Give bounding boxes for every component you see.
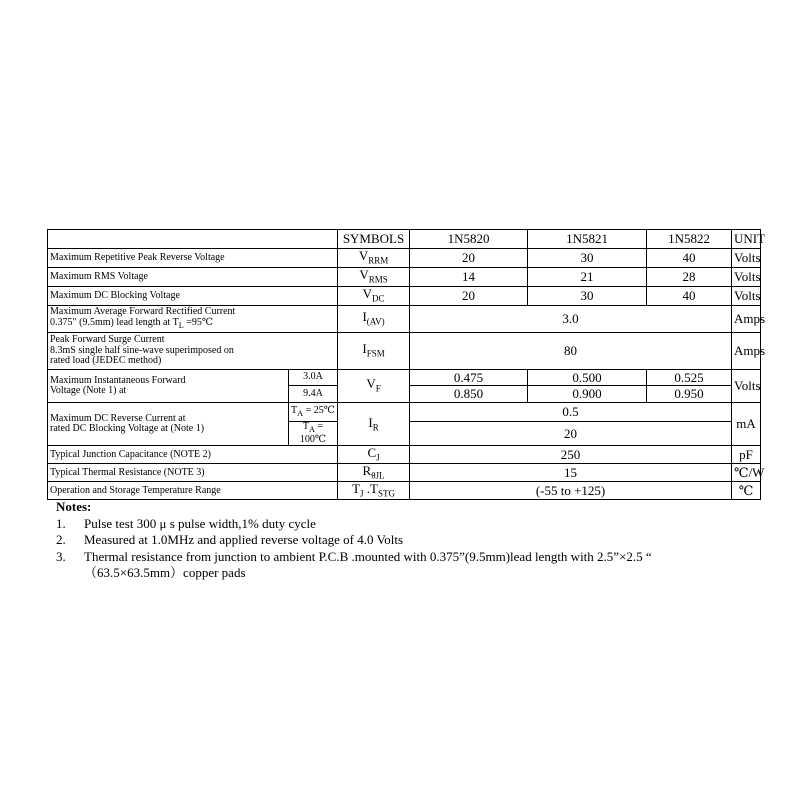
row-vdc: [48, 287, 761, 306]
param-label: Maximum Average Forward Rectified Current 0.375″ (9.5mm) lead length at $T_L$ =95℃: [48, 306, 338, 333]
unit: Amps: [732, 333, 761, 370]
value-1n5821: 0.500: [528, 370, 647, 386]
unit: ℃/W: [732, 464, 761, 482]
symbol: $I_R$: [338, 403, 410, 446]
row-ir-a: [48, 403, 761, 422]
param-label: Maximum DC Reverse Current at rated DC Blocking Voltage at (Note 1): [48, 403, 289, 446]
unit: ℃: [732, 482, 761, 500]
row-iav: [48, 306, 761, 333]
note-text: Measured at 1.0MHz and applied reverse voltage of 4.0 Volts: [84, 532, 404, 548]
value-1n5820: 14: [410, 268, 528, 287]
notes-list: [56, 516, 756, 582]
param-label: Peak Forward Surge Current 8.3mS single half sine-wave superimposed on rated load (JEDEC method): [48, 333, 338, 370]
note-text: Thermal resistance from junction to ambient P.C.B .mounted with 0.375”(9.5mm)lead length with 2.5”×2.5 “: [84, 548, 652, 564]
param-label: Maximum DC Blocking Voltage: [48, 287, 338, 306]
value-all: 250: [410, 446, 732, 464]
row-vrrm: [48, 249, 761, 268]
header-symbols: SYMBOLS: [338, 230, 410, 249]
value-1n5822: 0.950: [647, 386, 732, 403]
note-item: [56, 532, 756, 549]
param-label: Operation and Storage Temperature Range: [48, 482, 338, 500]
symbol: $I_{FSM}$: [338, 333, 410, 370]
header-unit: UNIT: [732, 230, 761, 249]
note-number: 2.: [56, 532, 66, 548]
header-1n5822: 1N5822: [647, 230, 732, 249]
note-text-continued: （63.5×63.5mm）copper pads: [84, 565, 246, 581]
symbol: $R_{\theta JL}$: [338, 464, 410, 482]
value-1n5821: 0.900: [528, 386, 647, 403]
symbol: $T_J$ $.T_{STG}$: [338, 482, 410, 500]
row-cj: [48, 446, 761, 464]
symbol: $V_{RRM}$: [338, 249, 410, 268]
symbol: $V_F$: [338, 370, 410, 403]
value-1n5822: 0.525: [647, 370, 732, 386]
note-item: [56, 549, 756, 582]
condition-9-4a: 9.4A: [289, 386, 338, 403]
row-rth: [48, 464, 761, 482]
value-1n5820: 0.850: [410, 386, 528, 403]
value-ta-25: 0.5: [410, 403, 732, 422]
value-1n5820: 20: [410, 287, 528, 306]
value-1n5821: 21: [528, 268, 647, 287]
row-vrms: [48, 268, 761, 287]
value-1n5822: 40: [647, 287, 732, 306]
unit: Volts: [732, 249, 761, 268]
note-number: 1.: [56, 515, 66, 531]
unit: Volts: [732, 268, 761, 287]
unit: mA: [732, 403, 761, 446]
unit: pF: [732, 446, 761, 464]
param-label: Typical Thermal Resistance (NOTE 3): [48, 464, 338, 482]
param-label: Typical Junction Capacitance (NOTE 2): [48, 446, 338, 464]
row-temp: [48, 482, 761, 500]
param-label: Maximum RMS Voltage: [48, 268, 338, 287]
value-1n5822: 40: [647, 249, 732, 268]
value-all: 3.0: [410, 306, 732, 333]
unit: Volts: [732, 370, 761, 403]
condition-3a: 3.0A: [289, 370, 338, 386]
condition-ta-25: $T_A$ = 25℃: [289, 403, 338, 422]
value-1n5820: 0.475: [410, 370, 528, 386]
param-label: Maximum Instantaneous Forward Voltage (Note 1) at: [48, 370, 289, 403]
note-number: 3.: [56, 548, 66, 564]
header-row: [48, 230, 761, 249]
value-1n5821: 30: [528, 287, 647, 306]
header-1n5821: 1N5821: [528, 230, 647, 249]
value-ta-100: 20: [410, 422, 732, 446]
unit: Volts: [732, 287, 761, 306]
symbol: $C_J$: [338, 446, 410, 464]
value-all: (-55 to +125): [410, 482, 732, 500]
value-1n5822: 28: [647, 268, 732, 287]
note-text: Pulse test 300 μ s pulse width,1% duty cycle: [84, 515, 316, 531]
row-vf-a: [48, 370, 761, 386]
header-1n5820: 1N5820: [410, 230, 528, 249]
value-all: 15: [410, 464, 732, 482]
note-item: [56, 516, 756, 533]
ratings-table: [47, 229, 766, 500]
symbol: $V_{DC}$: [338, 287, 410, 306]
value-1n5821: 30: [528, 249, 647, 268]
notes-section: [56, 499, 756, 582]
row-ifsm: [48, 333, 761, 370]
header-parameter-cell: [48, 230, 338, 249]
notes-title: Notes:: [56, 499, 92, 514]
value-all: 80: [410, 333, 732, 370]
symbol: $V_{RMS}$: [338, 268, 410, 287]
symbol: $I_{(AV)}$: [338, 306, 410, 333]
param-label: Maximum Repetitive Peak Reverse Voltage: [48, 249, 338, 268]
unit: Amps: [732, 306, 761, 333]
condition-ta-100: $T_A$ = 100℃: [289, 422, 338, 446]
value-1n5820: 20: [410, 249, 528, 268]
